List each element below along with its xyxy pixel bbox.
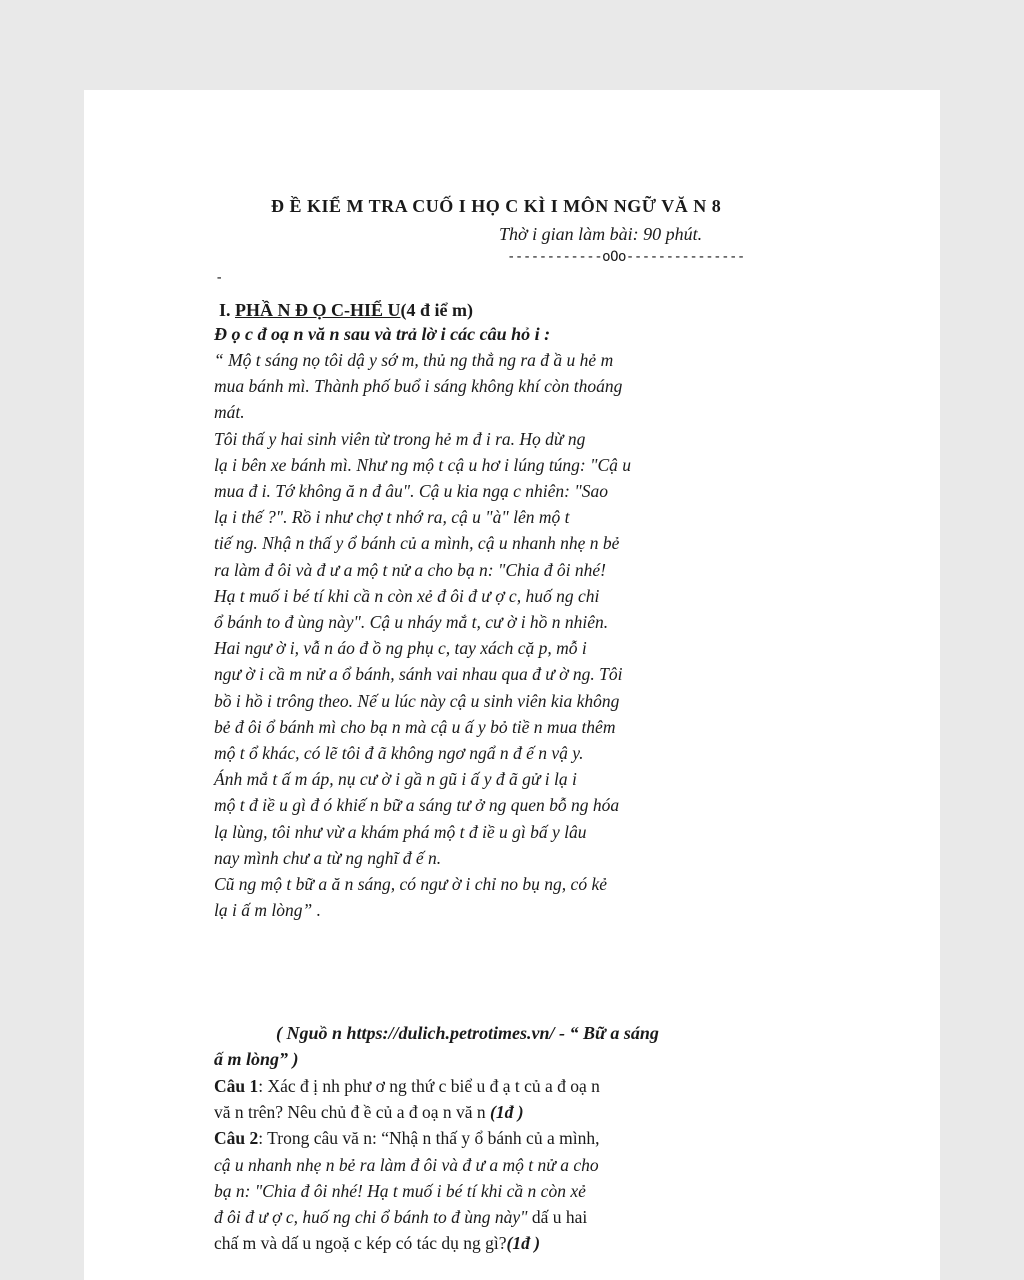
passage-line: “ Mộ t sáng nọ tôi dậ y sớ m, thủ ng thẳ ng ra đ ầ u hẻ m bbox=[214, 350, 614, 370]
passage-line: mua bánh mì. Thành phố buổ i sáng không khí còn thoáng bbox=[214, 376, 623, 397]
question-2-line bbox=[214, 1204, 826, 1230]
passage-line: Tôi thấ y hai sinh viên từ trong hẻ m đ i ra. Họ dừ ng bbox=[214, 428, 586, 449]
passage-line: bồ i hồ i trông theo. Nế u lúc này cậ u sinh viên kia không bbox=[214, 690, 620, 711]
ornament-divider: ------------oOo--------------- bbox=[507, 249, 745, 265]
question-2-line bbox=[214, 1125, 826, 1151]
stray-dash: - bbox=[215, 270, 224, 286]
passage-line: ngư ờ i cầ m nử a ổ bánh, sánh vai nhau qua đ ư ờ ng. Tôi bbox=[214, 664, 623, 685]
passage-line: bẻ đ ôi ổ bánh mì cho bạ n mà cậ u ấ y bỏ tiề n mua thêm bbox=[214, 716, 616, 737]
passage-line: lạ i bên xe bánh mì. Như ng mộ t cậ u hơ i lúng túng: "Cậ u bbox=[214, 454, 632, 475]
passage-line: nay mình chư a từ ng nghĩ đ ế n. bbox=[214, 847, 442, 868]
question-1-label: Câu 1 bbox=[214, 1076, 259, 1096]
section-heading bbox=[219, 300, 473, 321]
question-2-text: chấ m và dấ u ngoặ c kép có tác dụ ng gì? bbox=[214, 1233, 507, 1254]
question-1-points: (1đ ) bbox=[490, 1102, 524, 1123]
section-points: (4 đ iể m) bbox=[400, 300, 473, 320]
passage-line: mộ t đ iề u gì đ ó khiế n bữ a sáng tư ở ng quen bỗ ng hóa bbox=[214, 795, 620, 816]
exam-title: Đ Ề KIỂ M TRA CUỐ I HỌ C KÌ I MÔN NGỮ VĂ N 8 bbox=[271, 196, 722, 216]
question-2-label: Câu 2 bbox=[214, 1128, 259, 1149]
passage-line: lạ lùng, tôi như vừ a khám phá mộ t đ iề u gì bấ y lâu bbox=[214, 821, 587, 842]
passage-line: Cũ ng mộ t bữ a ă n sáng, có ngư ờ i chỉ no bụ ng, có kẻ bbox=[214, 874, 607, 895]
section-number: I. bbox=[219, 300, 236, 320]
section-title: PHẦ N Đ Ọ C-HIỂ U bbox=[235, 300, 401, 320]
reading-instruction: Đ ọ c đ oạ n vă n sau và trả lờ i các câu hỏ i : bbox=[214, 324, 551, 344]
question-2-quote: đ ôi đ ư ợ c, huố ng chi ổ bánh to đ ùng này" bbox=[214, 1207, 528, 1228]
question-list bbox=[214, 1073, 826, 1256]
question-1-text: vă n trên? Nêu chủ đ ề củ a đ oạ n vă n bbox=[214, 1102, 491, 1123]
question-1-line bbox=[214, 1073, 826, 1099]
question-1-line bbox=[214, 1099, 826, 1125]
question-2-line: cậ u nhanh nhẹ n bẻ ra làm đ ôi và đ ư a mộ t nử a cho bbox=[214, 1154, 599, 1175]
passage-line: ra làm đ ôi và đ ư a mộ t nử a cho bạ n: "Chia đ ôi nhé! bbox=[214, 559, 606, 580]
passage-line: Hai ngư ờ i, vẫ n áo đ ồ ng phụ c, tay xách cặ p, mỗ i bbox=[214, 638, 587, 659]
question-2-text: dấ u hai bbox=[527, 1207, 588, 1228]
passage-line: mát. bbox=[214, 402, 245, 423]
passage-line: lạ i thế ?". Rồ i như chợ t nhớ ra, cậ u "à" lên mộ t bbox=[214, 507, 570, 528]
passage-source bbox=[214, 1020, 826, 1072]
passage-line: Ánh mắ t ấ m áp, nụ cư ờ i gầ n gũ i ấ y đ ã gử i lạ i bbox=[214, 769, 577, 790]
source-line: ấ m lòng” ) bbox=[214, 1049, 299, 1069]
question-1-text: : Xác đ ị nh phư ơ ng thứ c biể u đ ạ t củ a đ oạ n bbox=[258, 1076, 600, 1096]
document-page bbox=[84, 90, 940, 1280]
question-2-points: (1đ ) bbox=[506, 1233, 541, 1254]
reading-passage bbox=[214, 347, 826, 923]
passage-line: ổ bánh to đ ùng này". Cậ u nháy mắ t, cư ờ i hồ n nhiên. bbox=[214, 612, 609, 633]
source-line: ( Nguồ n https://dulich.petrotimes.vn/ - “ Bữ a sáng bbox=[276, 1023, 659, 1043]
exam-duration: Thờ i gian làm bài: 90 phút. bbox=[499, 224, 703, 244]
passage-line: lạ i ấ m lòng” . bbox=[214, 900, 321, 921]
passage-line: tiế ng. Nhậ n thấ y ổ bánh củ a mình, cậ u nhanh nhẹ n bẻ bbox=[214, 533, 620, 554]
question-2-line bbox=[214, 1230, 826, 1256]
passage-line: mua đ i. Tớ không ă n đ âu". Cậ u kia ngạ c nhiên: "Sao bbox=[214, 481, 608, 502]
passage-line: Hạ t muố i bé tí khi cầ n còn xẻ đ ôi đ ư ợ c, huố ng chi bbox=[214, 585, 600, 606]
question-2-text: : Trong câu vă n: “Nhậ n thấ y ổ bánh củ a mình, bbox=[258, 1128, 600, 1149]
passage-line: mộ t ổ khác, có lẽ tôi đ ã không ngơ ngẩ n đ ế n vậ y. bbox=[214, 743, 584, 764]
question-2-line: bạ n: "Chia đ ôi nhé! Hạ t muố i bé tí khi cầ n còn xẻ bbox=[214, 1180, 586, 1201]
